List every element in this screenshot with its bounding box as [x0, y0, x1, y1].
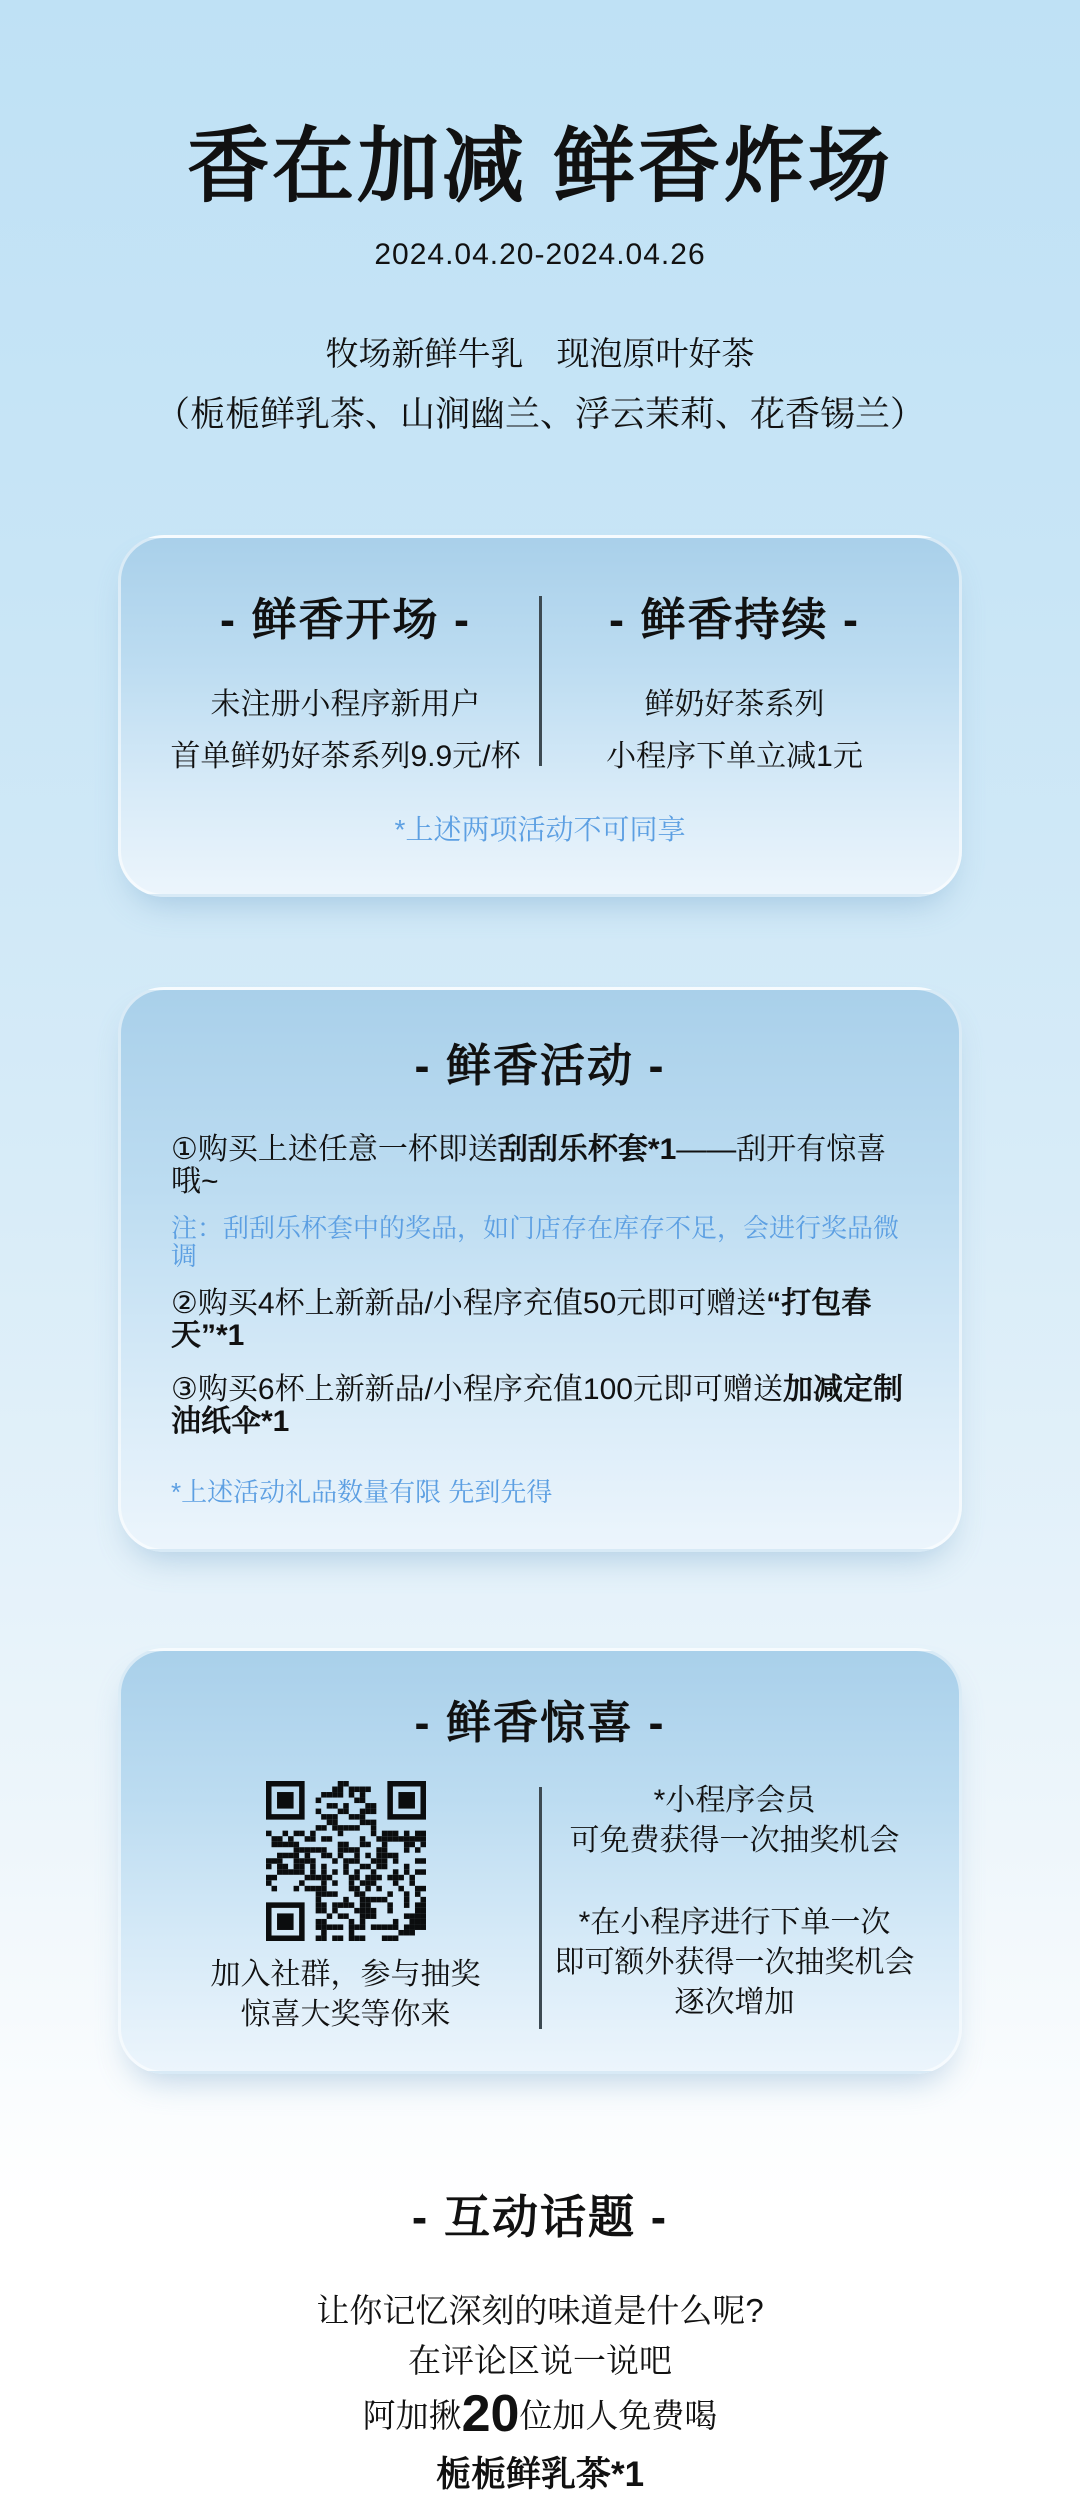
- interaction-cta: 在评论区说一说吧: [408, 2342, 672, 2380]
- reward-winner-count: 20: [461, 2385, 520, 2444]
- opening-right-line2: 小程序下单立减1元: [606, 740, 863, 774]
- opening-note: *上述两项活动不可同享: [394, 814, 686, 846]
- order-rule-line3: 逐次增加: [674, 1986, 795, 2020]
- surprise-title: - 鲜香惊喜 -: [414, 1697, 666, 1749]
- main-title: 香在加减 鲜香炸场: [187, 121, 893, 212]
- subtitle-product-list: （栀栀鲜乳茶、山涧幽兰、浮云茉莉、花香锡兰）: [154, 395, 925, 435]
- interaction-title: - 互动话题 -: [411, 2191, 669, 2244]
- reward-line-suffix: 位加人免费喝: [519, 2397, 718, 2435]
- opening-right-line1: 鲜奶好茶系列: [644, 688, 825, 722]
- qr-caption-line2: 惊喜大奖等你来: [240, 1998, 451, 2032]
- activity-note: *上述活动礼品数量有限 先到先得: [171, 1477, 553, 1508]
- rules-spacer: [540, 1861, 929, 1903]
- surprise-columns: [151, 1781, 929, 2035]
- activity-item-3: [171, 1374, 909, 1438]
- card-surprise: [118, 1648, 962, 2074]
- member-rule-line1: *小程序会员: [653, 1784, 816, 1818]
- opening-left-line2: 首单鲜奶好茶系列9.9元/杯: [170, 740, 521, 774]
- activity-item-1-highlight: 刮刮乐杯套*1: [497, 1133, 677, 1167]
- card-opening-offers: [118, 535, 962, 897]
- order-rule-line1: *在小程序进行下单一次: [578, 1906, 891, 1940]
- member-rule-line2: 可免费获得一次抽奖机会: [569, 1824, 900, 1858]
- activity-item-1: [171, 1134, 909, 1198]
- opening-left-title: - 鲜香开场 -: [220, 594, 471, 646]
- interaction-topic-section: [0, 2186, 1080, 2500]
- activity-title: - 鲜香活动 -: [414, 1040, 666, 1092]
- activity-item-2-highlight: “打包春天”*1: [171, 1287, 872, 1353]
- interaction-reward-line: [0, 2386, 1080, 2444]
- qr-caption: [211, 1955, 481, 2035]
- activity-item-1-text: ①购买上述任意一杯即送: [171, 1133, 498, 1167]
- surprise-qr-column: [151, 1781, 540, 2035]
- reward-product: 栀栀鲜乳茶*1: [435, 2455, 645, 2495]
- surprise-vertical-divider: [539, 1787, 542, 2029]
- opening-left-line1: 未注册小程序新用户: [210, 688, 481, 722]
- opening-right-column: [540, 590, 929, 772]
- activity-item-1-suffix: ——刮开有惊喜哦~: [171, 1133, 887, 1199]
- activity-item-2: [171, 1288, 909, 1352]
- qr-code-icon: [266, 1781, 426, 1941]
- activity-item-2-text: ②购买4杯上新新品/小程序充值50元即可赠送: [171, 1287, 767, 1321]
- qr-caption-line1: 加入社群，参与抽奖: [210, 1958, 481, 1992]
- opening-vertical-divider: [539, 596, 542, 766]
- activity-item-3-highlight: 加减定制油纸伞*1: [171, 1373, 903, 1439]
- opening-columns: [151, 590, 929, 772]
- opening-left-column: [151, 590, 540, 772]
- activity-remark: 注：刮刮乐杯套中的奖品，如门店存在库存不足，会进行奖品微调: [171, 1213, 900, 1272]
- date-range: 2024.04.20-2024.04.26: [374, 238, 706, 272]
- reward-line-prefix: 阿加揪: [362, 2397, 462, 2435]
- poster-header: [0, 0, 1080, 437]
- subtitle-products-intro: 牧场新鲜牛乳 现泡原叶好茶: [325, 335, 755, 373]
- card-activities: [118, 987, 962, 1552]
- order-rule-line2: 即可额外获得一次抽奖机会: [554, 1946, 915, 1980]
- activity-item-3-text: ③购买6杯上新新品/小程序充值100元即可赠送: [171, 1373, 783, 1407]
- opening-right-title: - 鲜香持续 -: [609, 594, 860, 646]
- surprise-rules-column: [540, 1781, 929, 2023]
- interaction-question: 让你记忆深刻的味道是什么呢?: [316, 2292, 764, 2330]
